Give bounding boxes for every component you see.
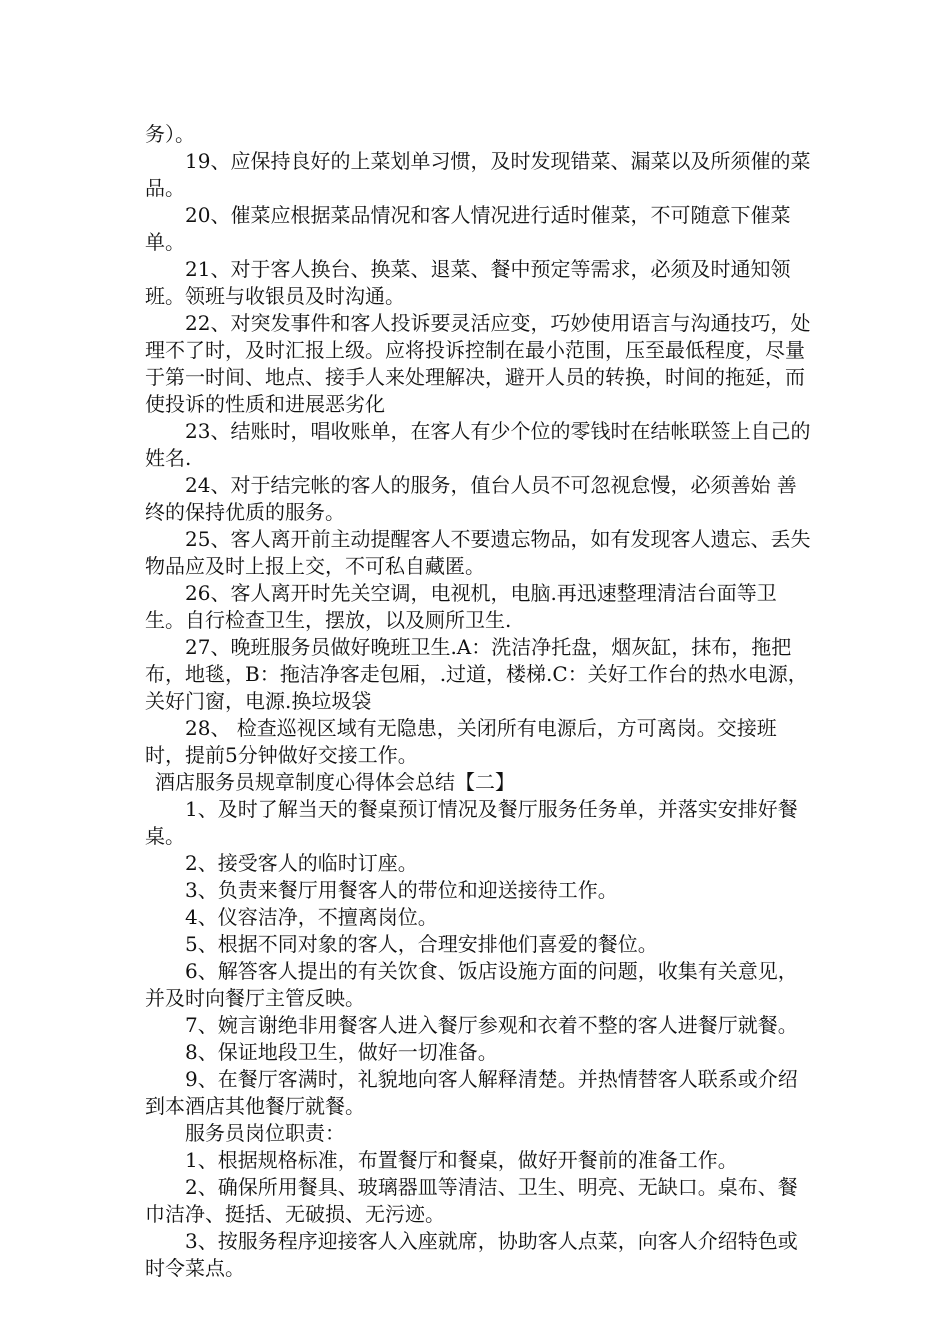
paragraph: 5、根据不同对象的客人，合理安排他们喜爱的餐位。 [185, 932, 658, 956]
paragraph: 22、对突发事件和客人投诉要灵活应变，巧妙使用语言与沟通技巧，处理不了时，及时汇报上级。应将投诉控制在最小范围，压至最低程度，尽量于第一时间、地点、接手人来处理解决，避开人员的转换，时间的拖延，而使投诉的性质和进展恶劣化 [145, 311, 811, 416]
paragraph: 2、确保所用餐具、玻璃器皿等清洁、卫生、明亮、无缺口。桌布、餐巾洁净、挺括、无破损、无污迹。 [145, 1175, 798, 1226]
paragraph: 20、催菜应根据菜品情况和客人情况进行适时催菜，不可随意下催菜单。 [145, 203, 791, 254]
document-page [145, 121, 811, 1282]
paragraph: 务）。 [145, 122, 195, 146]
subsection-heading: 服务员岗位职责： [185, 1121, 345, 1145]
paragraph: 7、婉言谢绝非用餐客人进入餐厅参观和衣着不整的客人进餐厅就餐。 [185, 1013, 798, 1037]
paragraph: 28、 检查巡视区域有无隐患，关闭所有电源后，方可离岗。交接班时，提前5分钟做好交接工作。 [145, 716, 777, 767]
paragraph: 4、仪容洁净，不擅离岗位。 [185, 905, 438, 929]
paragraph: 1、根据规格标准，布置餐厅和餐桌，做好开餐前的准备工作。 [185, 1148, 738, 1172]
paragraph: 1、及时了解当天的餐桌预订情况及餐厅服务任务单，并落实安排好餐桌。 [145, 797, 798, 848]
paragraph: 26、客人离开时先关空调，电视机，电脑.再迅速整理清洁台面等卫生。自行检查卫生，摆放，以及厕所卫生. [145, 581, 777, 632]
paragraph: 8、保证地段卫生，做好一切准备。 [185, 1040, 498, 1064]
paragraph: 9、在餐厅客满时，礼貌地向客人解释清楚。并热情替客人联系或介绍到本酒店其他餐厅就餐。 [145, 1067, 798, 1118]
paragraph: 25、客人离开前主动提醒客人不要遗忘物品，如有发现客人遗忘、丢失物品应及时上报上交，不可私自藏匿。 [145, 527, 811, 578]
paragraph: 27、晚班服务员做好晚班卫生.A：洗洁净托盘，烟灰缸，抹布，拖把布，地毯，B：拖洁净客走包厢，.过道，楼梯.C：关好工作台的热水电源，关好门窗，电源.换垃圾袋 [145, 635, 808, 713]
paragraph: 24、对于结完帐的客人的服务，值台人员不可忽视怠慢，必须善始 善终的保持优质的服务。 [145, 473, 797, 524]
paragraph: 2、接受客人的临时订座。 [185, 851, 418, 875]
paragraph: 3、按服务程序迎接客人入座就席，协助客人点菜，向客人介绍特色或时令菜点。 [145, 1229, 798, 1280]
paragraph: 3、负责来餐厅用餐客人的带位和迎送接待工作。 [185, 878, 618, 902]
paragraph: 19、应保持良好的上菜划单习惯，及时发现错菜、漏菜以及所须催的菜品。 [145, 149, 811, 200]
paragraph: 21、对于客人换台、换菜、退菜、餐中预定等需求，必须及时通知领班。领班与收银员及时沟通。 [145, 257, 791, 308]
paragraph: 23、结账时，唱收账单，在客人有少个位的零钱时在结帐联签上自己的姓名. [145, 419, 811, 470]
section-heading: 酒店服务员规章制度心得体会总结【二】 [155, 770, 515, 794]
paragraph: 6、解答客人提出的有关饮食、饭店设施方面的问题，收集有关意见，并及时向餐厅主管反映。 [145, 959, 798, 1010]
